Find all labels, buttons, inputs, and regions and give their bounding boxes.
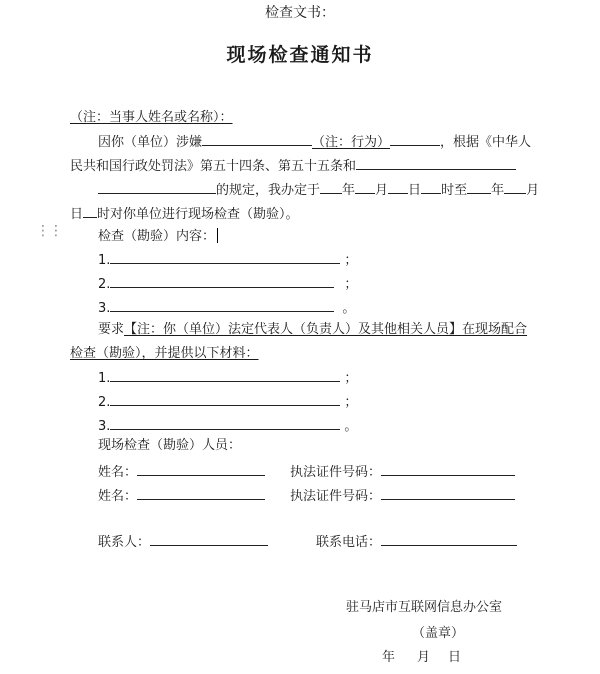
material-item-3[interactable]: 3. 。 <box>98 416 357 435</box>
staff-1-cert-field[interactable] <box>381 462 515 476</box>
staff-row-2-cert[interactable]: 执法证件号码： <box>290 486 515 505</box>
contact-person-row[interactable]: 联系人： <box>98 532 268 551</box>
party-name-note[interactable]: （注：当事人姓名或名称）： <box>70 110 233 125</box>
para1-line3[interactable]: 的规定，我办定于 年 月 日 时至 年 月 <box>98 180 539 199</box>
staff-2-name-field[interactable] <box>137 486 265 500</box>
material-item-1-blank[interactable] <box>110 368 340 382</box>
staff-row-1[interactable]: 姓名： <box>98 462 265 481</box>
drag-handle-icon[interactable]: ⋮⋮ <box>36 223 62 239</box>
issue-date[interactable]: 年 月 日 <box>382 650 462 665</box>
material-item-3-blank[interactable] <box>110 416 340 430</box>
staff-label: 现场检查（勘验）人员： <box>98 438 242 453</box>
start-hour-blank[interactable] <box>421 180 441 194</box>
end-year-blank[interactable] <box>467 180 491 194</box>
material-item-2-blank[interactable] <box>110 392 340 406</box>
document-title: 现场检查通知书 <box>226 44 374 66</box>
content-item-1[interactable]: 1. ； <box>98 250 357 269</box>
content-item-3-blank[interactable] <box>110 298 334 312</box>
text-cursor <box>217 228 218 243</box>
content-item-3[interactable]: 3. 。 <box>98 298 355 317</box>
issuer-name: 驻马店市互联网信息办公室 <box>346 600 503 615</box>
content-item-1-blank[interactable] <box>110 250 340 264</box>
start-day-blank[interactable] <box>388 180 408 194</box>
end-month-blank[interactable] <box>504 180 526 194</box>
staff-1-name-field[interactable] <box>137 462 265 476</box>
contact-phone-row[interactable]: 联系电话： <box>316 532 517 551</box>
start-month-blank[interactable] <box>355 180 375 194</box>
content-item-2-blank[interactable] <box>110 274 334 288</box>
contact-phone-field[interactable] <box>381 532 517 546</box>
staff-row-1-cert[interactable]: 执法证件号码： <box>290 462 515 481</box>
suspect-act-blank[interactable] <box>202 132 312 146</box>
request-line2[interactable]: 检查（勘验），并提供以下材料： <box>70 346 259 361</box>
act-blank-tail[interactable] <box>390 132 440 146</box>
regulation-blank[interactable] <box>98 180 216 194</box>
contact-person-field[interactable] <box>150 532 268 546</box>
staff-row-2[interactable]: 姓名： <box>98 486 265 505</box>
document-heading: 检查文书： <box>265 5 335 21</box>
staff-2-cert-field[interactable] <box>381 486 515 500</box>
para1-line2[interactable]: 民共和国行政处罚法》第五十四条、第五十五条和 <box>70 156 516 175</box>
start-year-blank[interactable] <box>320 180 342 194</box>
material-item-2[interactable]: 2. ； <box>98 392 357 411</box>
end-hour-blank[interactable] <box>83 204 97 218</box>
content-label-line[interactable]: 检查（勘验）内容： <box>98 228 218 245</box>
material-item-1[interactable]: 1. ； <box>98 368 357 387</box>
legal-basis-blank[interactable] <box>356 156 516 170</box>
seal-label: （盖章） <box>412 626 465 641</box>
para1-line1[interactable]: 因你（单位）涉嫌 （注：行为） ，根据《中华人 <box>98 132 531 151</box>
content-item-2[interactable]: 2. ； <box>98 274 357 293</box>
request-line1[interactable]: 要求【注：你（单位）法定代表人（负责人）及其他相关人员】在现场配合 <box>98 322 528 337</box>
para1-line4[interactable]: 日 时对你单位进行现场检查（勘验）。 <box>70 204 299 223</box>
